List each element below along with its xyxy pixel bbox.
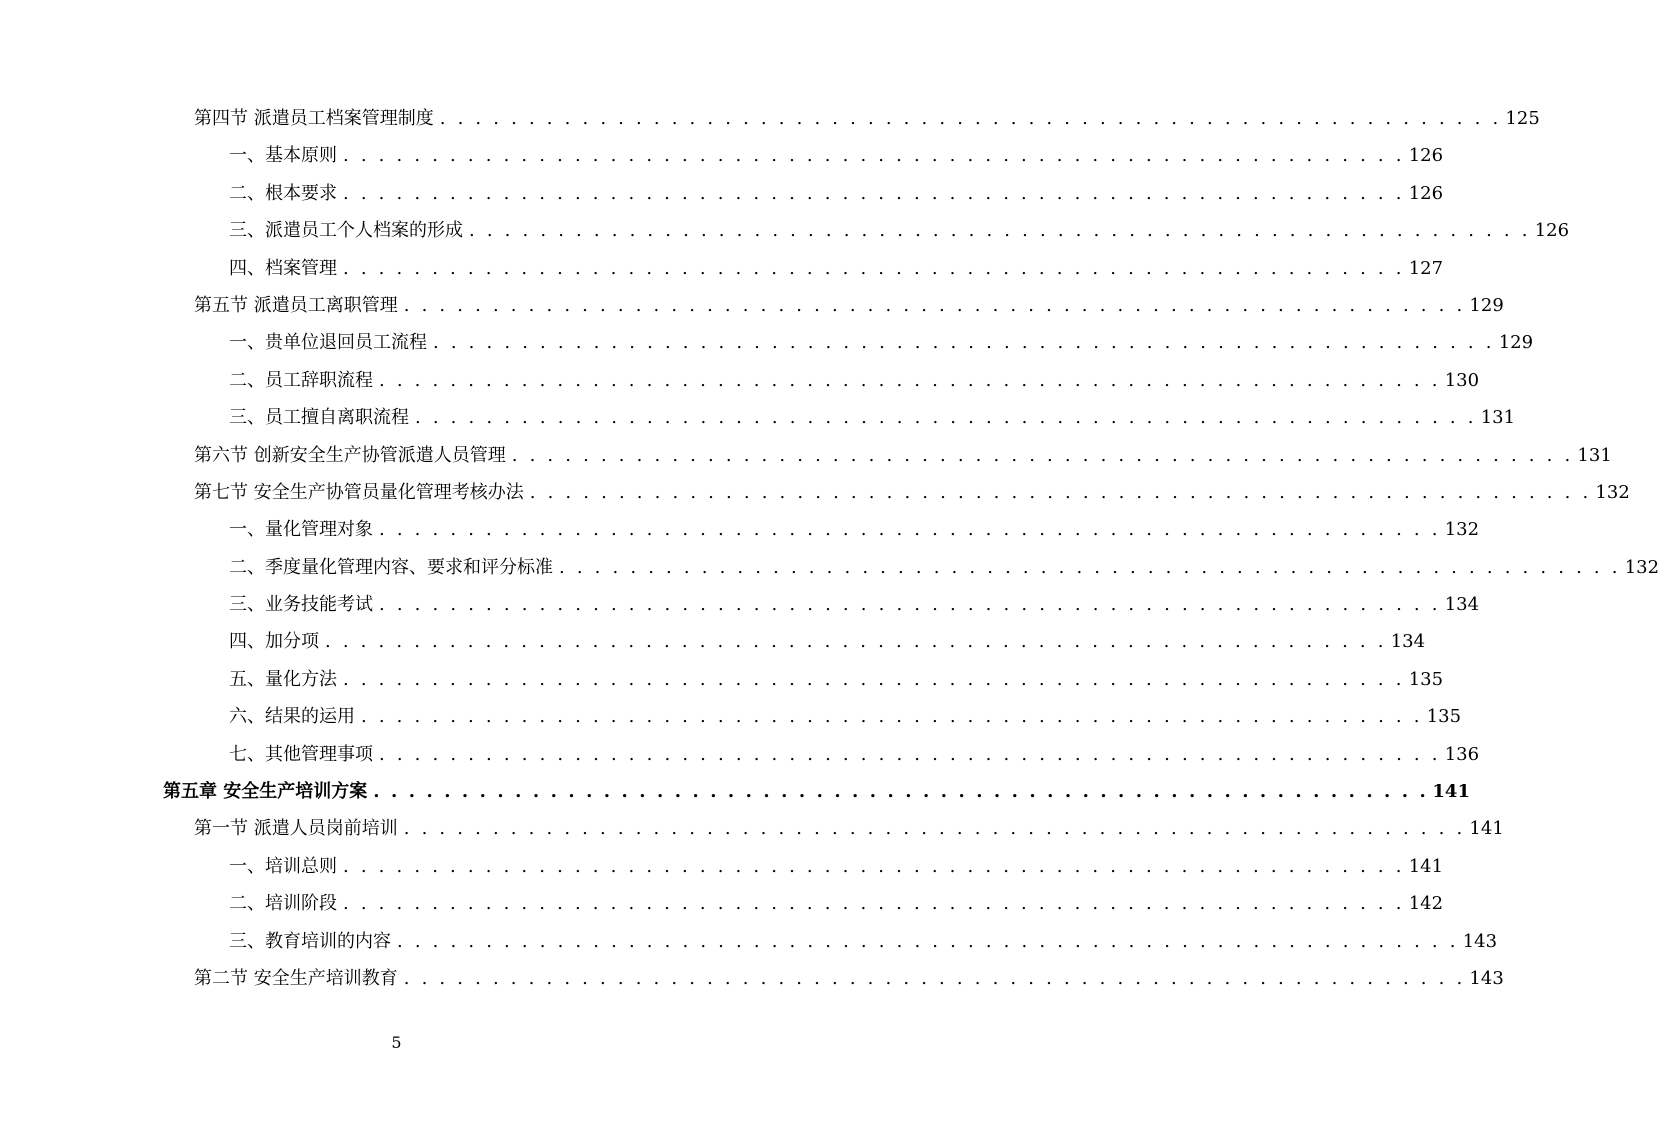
toc-entry-line[interactable] [194,287,1504,324]
toc-entry-page-number[interactable]: 132 [1444,519,1480,541]
toc-entry-line[interactable] [229,137,1444,174]
toc-entry-title[interactable]: 一、贵单位退回员工流程 [229,332,427,354]
dot-leader: . . . . . . . . . . . . . . . . . . . . . . . . . . . . . . . . . . . . . . . . . . . . . . . . . . . . . . . . . . . . [403,967,1466,989]
toc-entry-item[interactable] [0,848,1444,885]
toc-entry-title[interactable]: 第一节 派遣人员岗前培训 [194,818,398,840]
dot-leader: . . . . . . . . . . . . . . . . . . . . . . . . . . . . . . . . . . . . . . . . . . . . . . . . . . . . . . . . . . . . [343,893,1405,915]
toc-entry-item[interactable] [0,549,1659,586]
toc-entry-page-number[interactable]: 125 [1505,108,1540,129]
toc-entry-section[interactable] [0,474,1630,511]
toc-entry-title[interactable]: 三、派遣员工个人档案的形成 [229,220,463,242]
dot-leader: . . . . . . . . . . . . . . . . . . . . . . . . . . . . . . . . . . . . . . . . . . . . . . . . . . . . . . . . . . . . [439,108,1502,129]
toc-entry-page-number[interactable]: 126 [1534,220,1570,242]
dot-leader: . . . . . . . . . . . . . . . . . . . . . . . . . . . . . . . . . . . . . . . . . . . . . . . . . . . . . . . . . . . . [379,369,1441,391]
toc-entry-page-number[interactable]: 131 [1577,444,1612,466]
toc-entry-page-number[interactable]: 129 [1469,294,1504,316]
toc-entry-page-number[interactable]: 126 [1408,145,1444,167]
toc-entry-line[interactable] [229,250,1444,287]
toc-entry-page-number[interactable]: 132 [1624,556,1659,578]
toc-entry-section[interactable] [0,287,1504,324]
toc-entry-title[interactable]: 第七节 安全生产协管员量化管理考核办法 [194,481,524,503]
toc-entry-title[interactable]: 第四节 派遣员工档案管理制度 [194,108,434,129]
toc-entry-page-number[interactable]: 130 [1444,369,1480,391]
toc-entry-page-number[interactable]: 135 [1408,668,1444,690]
toc-entry-item[interactable] [0,885,1444,922]
toc-entry-item[interactable] [0,511,1480,548]
dot-leader: . . . . . . . . . . . . . . . . . . . . . . . . . . . . . . . . . . . . . . . . . . . . . . . . . . . . . . . . . . . . [559,556,1621,578]
toc-entry-line[interactable] [229,399,1516,436]
toc-entry-line[interactable] [229,923,1498,960]
toc-entry-line[interactable] [229,511,1480,548]
dot-leader: . . . . . . . . . . . . . . . . . . . . . . . . . . . . . . . . . . . . . . . . . . . . . . . . . . . . . . . . . . . . [469,220,1531,242]
toc-entry-line[interactable] [229,848,1444,885]
toc-entry-line[interactable] [163,773,1470,810]
toc-entry-line[interactable] [229,212,1570,249]
toc-entry-title[interactable]: 三、业务技能考试 [229,594,373,616]
toc-entry-item[interactable] [0,923,1498,960]
toc-entry-line[interactable] [194,437,1612,474]
toc-entry-line[interactable] [194,810,1504,847]
toc-entry-title[interactable]: 二、员工辞职流程 [229,369,373,391]
toc-entry-section[interactable] [0,810,1504,847]
dot-leader: . . . . . . . . . . . . . . . . . . . . . . . . . . . . . . . . . . . . . . . . . . . . . . . . . . . . . . . . . . . . [529,481,1592,503]
dot-leader: . . . . . . . . . . . . . . . . . . . . . . . . . . . . . . . . . . . . . . . . . . . . . . . . . . . . . . . . . . . . [379,594,1441,616]
toc-entry-page-number[interactable]: 127 [1408,257,1444,279]
toc-entry-item[interactable] [0,661,1444,698]
toc-entry-title[interactable]: 第五节 派遣员工离职管理 [194,294,398,316]
dot-leader: . . . . . . . . . . . . . . . . . . . . . . . . . . . . . . . . . . . . . . . . . . . . . . . . . . . . . . . . . . . . [343,855,1405,877]
dot-leader: . . . . . . . . . . . . . . . . . . . . . . . . . . . . . . . . . . . . . . . . . . . . . . . . . . . . . . . . . . . . [343,257,1405,279]
toc-entry-line[interactable] [229,661,1444,698]
toc-entry-item[interactable] [0,586,1480,623]
toc-entry-page-number[interactable]: 141 [1432,781,1470,803]
toc-entry-line[interactable] [194,960,1504,997]
toc-entry-title[interactable]: 四、加分项 [229,631,319,653]
toc-entry-page-number[interactable]: 141 [1408,855,1444,877]
dot-leader: . . . . . . . . . . . . . . . . . . . . . . . . . . . . . . . . . . . . . . . . . . . . . . . . . . . . . . . . . . . . [397,930,1459,952]
dot-leader: . . . . . . . . . . . . . . . . . . . . . . . . . . . . . . . . . . . . . . . . . . . . . . . . . . . . . . . . . . . . [433,332,1495,354]
toc-entry-title[interactable]: 一、量化管理对象 [229,519,373,541]
toc-entry-item[interactable] [0,698,1462,735]
toc-entry-item[interactable] [0,250,1444,287]
toc-entry-title[interactable]: 三、教育培训的内容 [229,930,391,952]
toc-entry-page-number[interactable]: 134 [1390,631,1426,653]
toc-entry-section[interactable] [0,437,1612,474]
toc-entry-page-number[interactable]: 126 [1408,182,1444,204]
toc-entry-item[interactable] [0,623,1426,660]
toc-entry-page-number[interactable]: 143 [1462,930,1498,952]
toc-entry-page-number[interactable]: 142 [1408,893,1444,915]
toc-entry-page-number[interactable]: 135 [1426,706,1462,728]
toc-entry-section[interactable] [0,100,1540,137]
toc-entry-title[interactable]: 第六节 创新安全生产协管派遣人员管理 [194,444,506,466]
toc-entry-page-number[interactable]: 136 [1444,743,1480,765]
toc-entry-title[interactable]: 六、结果的运用 [229,706,355,728]
dot-leader: . . . . . . . . . . . . . . . . . . . . . . . . . . . . . . . . . . . . . . . . . . . . . . . . . . . . . . . . . . . . [415,407,1477,429]
table-of-contents [0,100,1659,997]
toc-entry-title[interactable]: 四、档案管理 [229,257,337,279]
toc-entry-page-number[interactable]: 129 [1498,332,1534,354]
toc-entry-item[interactable] [0,137,1444,174]
dot-leader: . . . . . . . . . . . . . . . . . . . . . . . . . . . . . . . . . . . . . . . . . . . . . . . . . . . . . . . . . . . . [379,743,1441,765]
toc-entry-page-number[interactable]: 143 [1469,967,1504,989]
toc-entry-line[interactable] [229,736,1480,773]
dot-leader: . . . . . . . . . . . . . . . . . . . . . . . . . . . . . . . . . . . . . . . . . . . . . . . . . . . . . . . . . . . . [343,668,1405,690]
toc-entry-line[interactable] [229,175,1444,212]
toc-entry-title[interactable]: 二、根本要求 [229,182,337,204]
toc-entry-line[interactable] [229,586,1480,623]
toc-entry-title[interactable]: 七、其他管理事项 [229,743,373,765]
toc-entry-chapter[interactable] [0,773,1470,810]
dot-leader: . . . . . . . . . . . . . . . . . . . . . . . . . . . . . . . . . . . . . . . . . . . . . . . . . . . . . . . . . . . . [379,519,1441,541]
dot-leader: . . . . . . . . . . . . . . . . . . . . . . . . . . . . . . . . . . . . . . . . . . . . . . . . . . . . . . . . . . . . [343,145,1405,167]
toc-entry-line[interactable] [229,362,1480,399]
toc-entry-line[interactable] [229,698,1462,735]
toc-entry-line[interactable] [229,885,1444,922]
toc-entry-title[interactable]: 一、基本原则 [229,145,337,167]
toc-entry-title[interactable]: 第五章 安全生产培训方案 [163,781,368,803]
toc-entry-title[interactable]: 一、培训总则 [229,855,337,877]
toc-entry-item[interactable] [0,212,1570,249]
dot-leader: . . . . . . . . . . . . . . . . . . . . . . . . . . . . . . . . . . . . . . . . . . . . . . . . . . . . . . . . . . . . [361,706,1423,728]
toc-entry-title[interactable]: 二、季度量化管理内容、要求和评分标准 [229,556,553,578]
dot-leader: . . . . . . . . . . . . . . . . . . . . . . . . . . . . . . . . . . . . . . . . . . . . . . . . . . . . . . . . . . . . [403,294,1466,316]
toc-entry-page-number[interactable]: 132 [1595,481,1630,503]
toc-entry-item[interactable] [0,175,1444,212]
toc-entry-page-number[interactable]: 134 [1444,594,1480,616]
toc-entry-title[interactable]: 三、员工擅自离职流程 [229,407,409,429]
toc-entry-item[interactable] [0,736,1480,773]
toc-entry-section[interactable] [0,960,1504,997]
dot-leader: . . . . . . . . . . . . . . . . . . . . . . . . . . . . . . . . . . . . . . . . . . . . . . . . . . . . . . . . . . . . [403,818,1466,840]
page-number: 5 [391,1033,402,1052]
dot-leader: . . . . . . . . . . . . . . . . . . . . . . . . . . . . . . . . . . . . . . . . . . . . . . . . . . . . . . . . . . . . [343,182,1405,204]
toc-entry-item[interactable] [0,362,1480,399]
toc-entry-title[interactable]: 二、培训阶段 [229,893,337,915]
dot-leader: . . . . . . . . . . . . . . . . . . . . . . . . . . . . . . . . . . . . . . . . . . . . . . . . . . . . . . . . . . . . [511,444,1574,466]
toc-entry-item[interactable] [0,399,1516,436]
toc-entry-title[interactable]: 五、量化方法 [229,668,337,690]
toc-entry-page-number[interactable]: 141 [1469,818,1504,840]
toc-entry-line[interactable] [229,623,1426,660]
dot-leader: . . . . . . . . . . . . . . . . . . . . . . . . . . . . . . . . . . . . . . . . . . . . . . . . . . . . . . . . . . . . [373,781,1429,803]
dot-leader: . . . . . . . . . . . . . . . . . . . . . . . . . . . . . . . . . . . . . . . . . . . . . . . . . . . . . . . . . . . . [325,631,1387,653]
toc-entry-title[interactable]: 第二节 安全生产培训教育 [194,967,398,989]
toc-entry-line[interactable] [229,549,1659,586]
toc-entry-page-number[interactable]: 131 [1480,407,1516,429]
toc-entry-line[interactable] [229,324,1534,361]
toc-entry-line[interactable] [194,100,1540,137]
toc-entry-line[interactable] [194,474,1630,511]
toc-entry-item[interactable] [0,324,1534,361]
